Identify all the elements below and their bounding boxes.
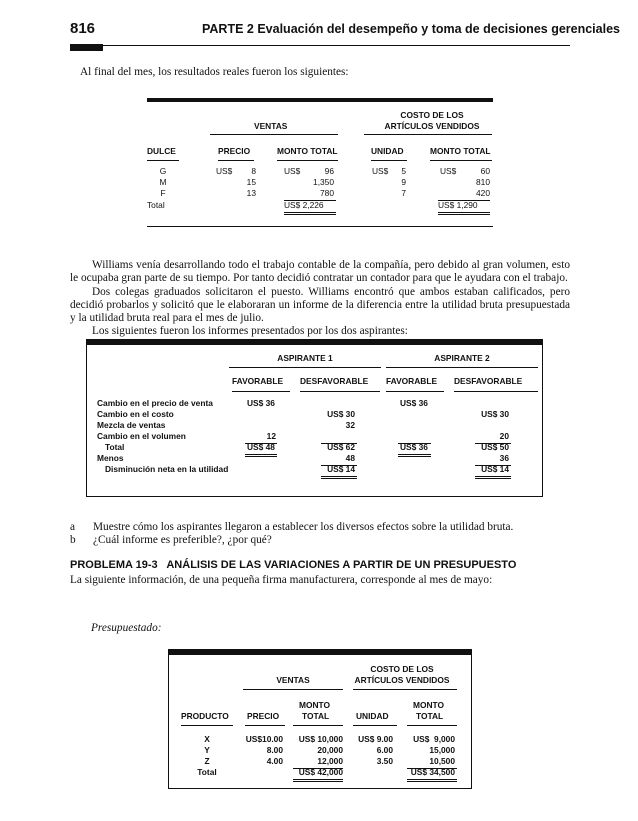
cell-precio: 4.00 [266,756,283,766]
col-underline [293,725,343,726]
col-precio: PRECIO [247,711,280,721]
total-label: Total [197,767,217,777]
total-double-rule [293,779,343,782]
costo-rule [364,134,492,135]
row-label: Total [105,442,125,452]
cell-a1-desfav: US$ 30 [327,409,355,419]
total-double-rule [321,476,357,479]
table-top-bar [87,340,542,345]
cell-a2-desfav: US$ 14 [481,464,509,474]
asp2-rule [386,367,538,368]
row-label: Cambio en el precio de venta [97,398,213,408]
paragraph-1: Williams venía desarrollando todo el trabajo contable de la compañía, pero debido al gran volumen, esto le ocupaba gran parte de su tiempo. Por tanto decidió contratar un contador para que le ayudara con el trabajo. [70,259,570,285]
cell-a2-desfav: US$ 30 [481,409,509,419]
col-favorable: FAVORABLE [386,376,438,386]
col-monto-total-ventas: MONTO TOTAL [277,146,338,156]
total-double-rule [245,454,277,457]
paragraph-2: Dos colegas graduados solicitaron el puesto. Williams encontró que ambos estaban calificados, pero decidió probarlos y solicitó que le elaboraran un informe de la diferencia entre la utilidad bruta presupuestada y la utilidad bruta real para el mes de julio. [70,286,570,325]
budget-table [168,649,472,789]
table-top-bar [169,650,471,655]
cell-dulce: G [159,166,167,176]
asp1-header: ASPIRANTE 1 [277,353,333,363]
budget-subtitle: Presupuestado: [91,622,162,634]
header-rule [70,45,570,46]
row-label: Mezcla de ventas [97,420,166,430]
row-label: Disminución neta en la utilidad [105,464,229,474]
costo-rule [353,689,457,690]
cell-unidad: 7 [401,188,406,198]
cell-unidad: 5 [401,166,406,176]
cell-precio: 13 [246,188,256,198]
cell-a2-desfav: 36 [499,453,509,463]
page-number: 816 [70,20,96,37]
problem-title: PROBLEMA 19-3 ANÁLISIS DE LAS VARIACIONES A PARTIR DE UN PRESUPUESTO [70,559,517,571]
total-costo: US$ 34,500 [410,767,455,777]
cell-costo: US$ 9,000 [413,734,455,744]
cell-monto: 20,000 [317,745,343,755]
row-label: Menos [97,453,124,463]
question-letter: b [70,534,76,546]
cell-precio: US$10.00 [245,734,283,744]
part-title [202,22,620,36]
cell-monto: 96 [324,166,334,176]
intro-text: Al final del mes, los resultados reales fueron los siguientes: [80,66,349,78]
col-precio: PRECIO [218,146,251,156]
cell-a2-desfav: US$ 50 [481,442,509,452]
cell-unidad: 9 [401,177,406,187]
cell-unidad: 3.50 [376,756,393,766]
cell-costo: 420 [476,188,490,198]
cell-a1-desfav: US$ 62 [327,442,355,452]
total-double-rule [438,212,490,215]
cell-costo: 810 [476,177,490,187]
table-bottom-rule [147,226,493,227]
cell-a1-desfav: 48 [345,453,355,463]
cell-producto: Y [204,745,210,755]
col-monto: MONTO [299,700,331,710]
col-unidad: UNIDAD [371,146,404,156]
group-costo-line1: COSTO DE LOS [370,664,434,674]
question-text: Muestre cómo los aspirantes llegaron a establecer los diversos efectos sobre la utilidad bruta. [93,521,514,533]
asp1-rule [229,367,381,368]
col-underline [353,725,397,726]
total-monto: US$ 2,226 [284,200,324,210]
col-dulce: DULCE [147,146,176,156]
group-costo-line2: ARTÍCULOS VENDIDOS [384,121,480,131]
cell-currency: US$ [440,166,457,176]
col-total: TOTAL [416,711,444,721]
col-desfavorable: DESFAVORABLE [454,376,523,386]
cell-costo: 15,000 [429,745,455,755]
part-title-rest: Evaluación del desempeño y toma de decisiones gerenciales [253,22,620,36]
col-desfavorable: DESFAVORABLE [300,376,369,386]
cell-a1-fav: US$ 48 [247,442,275,452]
total-label: Total [147,200,165,210]
col-underline [277,160,338,161]
cell-currency: US$ [216,166,233,176]
col-underline [300,391,380,392]
col-underline [430,160,492,161]
col-favorable: FAVORABLE [232,376,284,386]
total-double-rule [284,212,336,215]
cell-costo: 60 [480,166,490,176]
total-monto: US$ 42,000 [298,767,343,777]
row-label: Cambio en el volumen [97,431,186,441]
cell-dulce: M [159,177,167,187]
applicants-report-table [86,339,543,497]
group-costo-line1: COSTO DE LOS [400,110,464,120]
cell-dulce: F [160,188,166,198]
col-underline [245,725,285,726]
question-letter: a [70,521,76,533]
cell-currency: US$ [372,166,389,176]
cell-monto: US$ 10,000 [298,734,343,744]
col-underline [147,160,179,161]
group-costo-line2: ARTÍCULOS VENDIDOS [354,675,450,685]
cell-unidad: 6.00 [376,745,393,755]
cell-unidad: US$ 9.00 [358,734,393,744]
col-monto: MONTO [413,700,445,710]
cell-a1-fav: US$ 36 [247,398,275,408]
total-double-rule [475,476,511,479]
cell-precio: 8.00 [266,745,283,755]
total-costo: US$ 1,290 [438,200,478,210]
cell-costo: 10,500 [429,756,455,766]
cell-a2-desfav: 20 [499,431,509,441]
header-block [70,44,103,51]
asp2-header: ASPIRANTE 2 [434,353,490,363]
question-text: ¿Cuál informe es preferible?, ¿por qué? [93,534,272,546]
problem-text: La siguiente información, de una pequeña firma manufacturera, corresponde al mes de mayo: [70,574,493,586]
cell-a1-desfav: 32 [345,420,355,430]
cell-producto: Z [204,756,210,766]
col-underline [454,391,538,392]
col-underline [371,160,407,161]
col-underline [232,391,290,392]
cell-a2-fav: US$ 36 [400,398,428,408]
col-underline [181,725,233,726]
col-monto-total-costo: MONTO TOTAL [430,146,491,156]
question-b [70,534,272,547]
cell-precio: 15 [246,177,256,187]
ventas-rule [243,689,343,690]
col-underline [218,160,254,161]
cell-monto: 12,000 [317,756,343,766]
part-title-prefix: PARTE 2 [202,22,254,36]
col-total: TOTAL [302,711,330,721]
cell-producto: X [204,734,210,744]
total-double-rule [398,454,431,457]
row-label: Cambio en el costo [97,409,174,419]
cell-monto: 780 [320,188,334,198]
group-ventas: VENTAS [276,675,310,685]
total-double-rule [407,779,457,782]
col-producto: PRODUCTO [181,711,229,721]
cell-a1-desfav: US$ 14 [327,464,355,474]
ventas-rule [210,134,338,135]
cell-monto: 1,350 [313,177,334,187]
cell-currency: US$ [284,166,301,176]
group-ventas: VENTAS [254,121,288,131]
col-underline [407,725,457,726]
cell-precio: 8 [251,166,256,176]
col-unidad: UNIDAD [356,711,389,721]
question-a [70,521,513,534]
cell-a2-fav: US$ 36 [400,442,428,452]
col-underline [386,391,444,392]
table-top-bar [147,98,493,102]
cell-a1-fav: 12 [266,431,276,441]
paragraph-3: Los siguientes fueron los informes presentados por los dos aspirantes: [92,325,408,337]
